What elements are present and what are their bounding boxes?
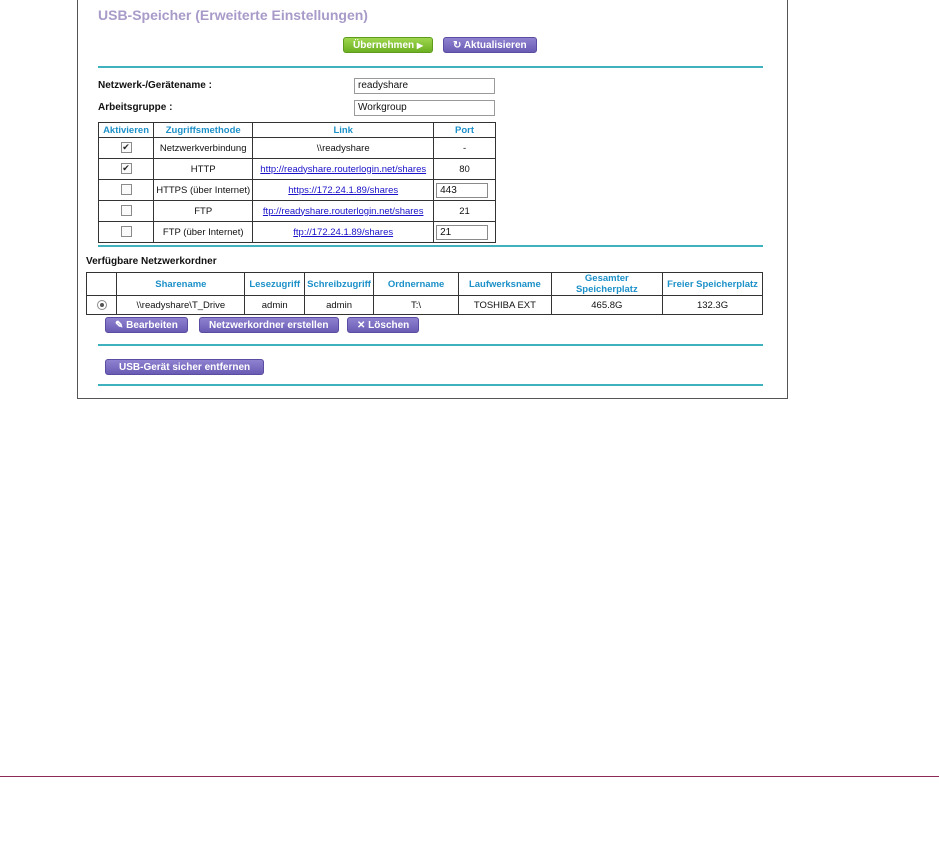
table-row: [99, 180, 496, 201]
create-folder-button[interactable]: [199, 317, 339, 333]
access-methods-table: [98, 122, 496, 243]
refresh-icon: ↻: [453, 40, 462, 51]
apply-button[interactable]: [343, 37, 433, 53]
divider: [98, 66, 763, 68]
port-input[interactable]: 443: [436, 183, 488, 198]
enable-cell: [99, 180, 154, 201]
usb-storage-panel: [77, 0, 788, 399]
port-input[interactable]: 21: [436, 225, 488, 240]
port-cell: [434, 222, 496, 243]
table-header-row: [99, 123, 496, 138]
column-header-drive: Laufwerksname: [459, 273, 551, 296]
method-cell: [154, 180, 253, 201]
table-row: [99, 138, 496, 159]
enable-checkbox[interactable]: ✔: [122, 163, 130, 174]
link-cell: [253, 222, 434, 243]
port-value: 21: [459, 205, 470, 217]
method-name: FTP: [194, 205, 213, 217]
column-header-sharename: Sharename: [117, 273, 245, 296]
method-name: Netzwerkverbindung: [159, 142, 247, 154]
column-header-link: Link: [253, 123, 434, 138]
method-cell: [154, 159, 253, 180]
enable-checkbox[interactable]: ✔: [122, 142, 130, 153]
enable-cell: [99, 138, 154, 159]
edit-button[interactable]: [105, 317, 188, 333]
access-link[interactable]: ftp://readyshare.routerlogin.net/shares: [262, 205, 424, 217]
enable-cell: [99, 222, 154, 243]
sharename-cell: \\readyshare\T_Drive: [117, 296, 245, 315]
enable-cell: [99, 201, 154, 222]
play-arrow-icon: ▶: [416, 41, 424, 50]
enable-checkbox[interactable]: [121, 226, 132, 237]
network-folders-table: [86, 272, 763, 315]
table-row: [99, 201, 496, 222]
refresh-label: Aktualisieren: [463, 40, 527, 51]
refresh-button[interactable]: [443, 37, 537, 53]
link-cell: [253, 159, 434, 180]
device-name-input[interactable]: readyshare: [354, 78, 495, 94]
port-cell: [434, 159, 496, 180]
column-header-folder: Ordnername: [373, 273, 458, 296]
total-space-cell: 465.8G: [551, 296, 662, 315]
drive-cell: TOSHIBA EXT: [459, 296, 551, 315]
link-cell: [253, 201, 434, 222]
delete-button[interactable]: [347, 317, 419, 333]
folder-cell: T:\: [373, 296, 458, 315]
select-radio[interactable]: [97, 300, 107, 310]
link-cell: [253, 180, 434, 201]
link-cell: [253, 138, 434, 159]
select-cell: [87, 296, 117, 315]
port-cell: [434, 201, 496, 222]
free-space-cell: 132.3G: [663, 296, 763, 315]
enable-cell: [99, 159, 154, 180]
column-header-select: [87, 273, 117, 296]
access-path: \\readyshare: [316, 142, 370, 154]
delete-label: Löschen: [368, 320, 410, 331]
eject-usb-label: USB-Gerät sicher entfernen: [119, 362, 251, 373]
device-name-label: Netzwerk-/Gerätename :: [98, 80, 212, 91]
eject-usb-button[interactable]: [105, 359, 264, 375]
workgroup-input[interactable]: Workgroup: [354, 100, 495, 116]
enable-checkbox[interactable]: [121, 205, 132, 216]
apply-label: Übernehmen: [353, 40, 415, 51]
table-row[interactable]: [87, 296, 763, 315]
edit-label: Bearbeiten: [126, 320, 178, 331]
port-value: 80: [459, 163, 470, 175]
method-cell: [154, 201, 253, 222]
port-value: -: [462, 142, 467, 154]
column-header-free: Freier Speicherplatz: [663, 273, 763, 296]
table-header-row: [87, 273, 763, 296]
page-title: USB-Speicher (Erweiterte Einstellungen): [98, 7, 368, 23]
method-name: HTTPS (über Internet): [156, 184, 251, 196]
divider: [98, 384, 763, 386]
column-header-port: Port: [434, 123, 496, 138]
access-link[interactable]: http://readyshare.routerlogin.net/shares: [260, 163, 427, 175]
column-header-write: Schreibzugriff: [305, 273, 374, 296]
read-cell: admin: [245, 296, 305, 315]
column-header-total: Gesamter Speicherplatz: [551, 273, 662, 296]
method-cell: [154, 138, 253, 159]
column-header-method: Zugriffsmethode: [154, 123, 253, 138]
table-row: [99, 159, 496, 180]
enable-checkbox[interactable]: [121, 184, 132, 195]
divider: [98, 344, 763, 346]
port-cell: [434, 180, 496, 201]
footer-rule: [0, 776, 939, 777]
access-link[interactable]: ftp://172.24.1.89/shares: [293, 226, 394, 238]
method-name: FTP (über Internet): [162, 226, 244, 238]
column-header-read: Lesezugriff: [245, 273, 305, 296]
column-header-enable: Aktivieren: [99, 123, 154, 138]
pencil-icon: ✎: [115, 320, 124, 331]
create-folder-label: Netzwerkordner erstellen: [209, 320, 329, 331]
access-link[interactable]: https://172.24.1.89/shares: [288, 184, 399, 196]
close-icon: ✕: [357, 320, 366, 331]
workgroup-label: Arbeitsgruppe :: [98, 102, 173, 113]
folders-heading: Verfügbare Netzwerkordner: [86, 256, 217, 267]
method-cell: [154, 222, 253, 243]
divider: [98, 245, 763, 247]
write-cell: admin: [305, 296, 374, 315]
method-name: HTTP: [190, 163, 216, 175]
table-row: [99, 222, 496, 243]
port-cell: [434, 138, 496, 159]
